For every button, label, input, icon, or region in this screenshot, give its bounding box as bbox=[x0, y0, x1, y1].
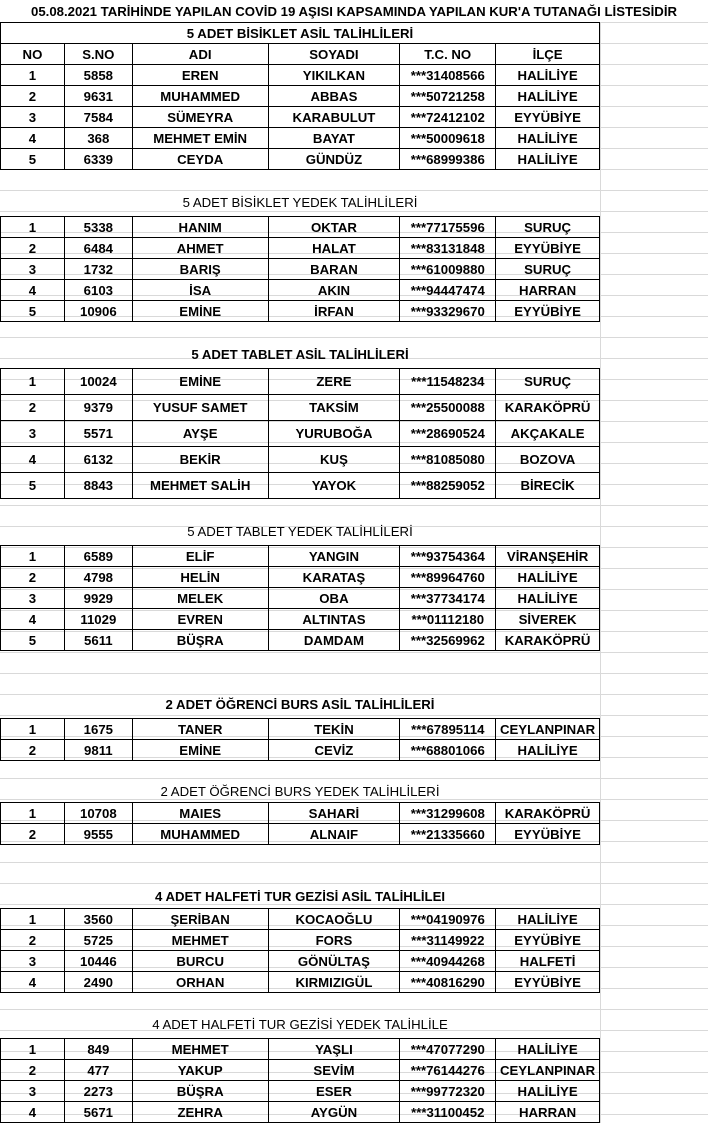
cell-tc-no: ***50009618 bbox=[400, 128, 496, 148]
cell-tc-no: ***68801066 bbox=[400, 740, 496, 760]
cell-district: AKÇAKALE bbox=[496, 421, 600, 446]
cell-no: 1 bbox=[1, 65, 65, 85]
table-row bbox=[1, 546, 600, 567]
cell-no: 4 bbox=[1, 1102, 65, 1122]
table-row bbox=[1, 909, 600, 930]
cell-sno: 4798 bbox=[65, 567, 133, 587]
table-row bbox=[1, 630, 600, 651]
cell-district: SURUÇ bbox=[496, 259, 600, 279]
cell-first-name: ORHAN bbox=[133, 972, 269, 992]
cell-tc-no: ***21335660 bbox=[400, 824, 496, 844]
table-row bbox=[1, 395, 600, 421]
cell-no: 1 bbox=[1, 546, 65, 566]
cell-no: 5 bbox=[1, 149, 65, 169]
cell-first-name: BEKİR bbox=[133, 447, 269, 472]
cell-sno: 7584 bbox=[65, 107, 133, 127]
cell-district: EYYÜBİYE bbox=[496, 972, 600, 992]
table-row bbox=[1, 107, 600, 128]
cell-sno: 3560 bbox=[65, 909, 133, 929]
cell-no: 2 bbox=[1, 740, 65, 760]
table-row bbox=[1, 1060, 600, 1081]
cell-district: KARAKÖPRÜ bbox=[496, 630, 600, 650]
cell-sno: 5725 bbox=[65, 930, 133, 950]
cell-tc-no: ***77175596 bbox=[400, 217, 496, 237]
cell-first-name: TANER bbox=[133, 719, 269, 739]
cell-no: 1 bbox=[1, 369, 65, 394]
cell-tc-no: ***67895114 bbox=[400, 719, 496, 739]
cell-sno: 9631 bbox=[65, 86, 133, 106]
cell-no: 3 bbox=[1, 421, 65, 446]
cell-district: HALİLİYE bbox=[496, 1081, 600, 1101]
cell-tc-no: ***89964760 bbox=[400, 567, 496, 587]
header-first-name: ADI bbox=[133, 44, 269, 64]
cell-no: 1 bbox=[1, 1039, 65, 1059]
cell-tc-no: ***50721258 bbox=[400, 86, 496, 106]
cell-district: HALİLİYE bbox=[496, 588, 600, 608]
header-tc-no: T.C. NO bbox=[400, 44, 496, 64]
cell-district: SURUÇ bbox=[496, 217, 600, 237]
table-row bbox=[1, 447, 600, 473]
table-row bbox=[1, 588, 600, 609]
cell-district: HALİLİYE bbox=[496, 740, 600, 760]
cell-tc-no: ***31100452 bbox=[400, 1102, 496, 1122]
cell-first-name: HANIM bbox=[133, 217, 269, 237]
cell-tc-no: ***68999386 bbox=[400, 149, 496, 169]
cell-sno: 368 bbox=[65, 128, 133, 148]
cell-surname: FORS bbox=[269, 930, 401, 950]
table-row bbox=[1, 280, 600, 301]
section-title: 4 ADET HALFETİ TUR GEZİSİ YEDEK TALİHLİLE bbox=[152, 1017, 448, 1032]
cell-sno: 9929 bbox=[65, 588, 133, 608]
cell-no: 2 bbox=[1, 930, 65, 950]
cell-sno: 5611 bbox=[65, 630, 133, 650]
cell-first-name: MEHMET bbox=[133, 1039, 269, 1059]
cell-first-name: MUHAMMED bbox=[133, 86, 269, 106]
grid-hline bbox=[0, 883, 708, 884]
cell-sno: 6484 bbox=[65, 238, 133, 258]
cell-surname: YURUBOĞA bbox=[269, 421, 401, 446]
cell-sno: 10906 bbox=[65, 301, 133, 321]
cell-no: 3 bbox=[1, 259, 65, 279]
cell-no: 1 bbox=[1, 803, 65, 823]
cell-tc-no: ***31149922 bbox=[400, 930, 496, 950]
cell-first-name: EMİNE bbox=[133, 740, 269, 760]
section-table bbox=[0, 368, 600, 499]
cell-tc-no: ***99772320 bbox=[400, 1081, 496, 1101]
header-no: NO bbox=[1, 44, 65, 64]
cell-first-name: MUHAMMED bbox=[133, 824, 269, 844]
cell-tc-no: ***31408566 bbox=[400, 65, 496, 85]
cell-sno: 11029 bbox=[65, 609, 133, 629]
cell-tc-no: ***61009880 bbox=[400, 259, 496, 279]
grid-hline bbox=[0, 778, 708, 779]
table-row bbox=[1, 567, 600, 588]
table-row bbox=[1, 803, 600, 824]
table-row bbox=[1, 149, 600, 170]
cell-surname: SEVİM bbox=[269, 1060, 401, 1080]
cell-first-name: HELİN bbox=[133, 567, 269, 587]
cell-sno: 5571 bbox=[65, 421, 133, 446]
cell-no: 2 bbox=[1, 567, 65, 587]
cell-sno: 9555 bbox=[65, 824, 133, 844]
cell-district: EYYÜBİYE bbox=[496, 824, 600, 844]
cell-sno: 1675 bbox=[65, 719, 133, 739]
cell-surname: KARABULUT bbox=[269, 107, 401, 127]
section-table bbox=[0, 1038, 600, 1123]
cell-first-name: ELİF bbox=[133, 546, 269, 566]
header-sno: S.NO bbox=[65, 44, 133, 64]
cell-first-name: SÜMEYRA bbox=[133, 107, 269, 127]
cell-surname: TEKİN bbox=[269, 719, 401, 739]
cell-district: BİRECİK bbox=[496, 473, 600, 498]
cell-first-name: MELEK bbox=[133, 588, 269, 608]
section-title: 5 ADET BİSİKLET ASİL TALİHLİLERİ bbox=[0, 22, 600, 43]
cell-no: 4 bbox=[1, 609, 65, 629]
cell-tc-no: ***88259052 bbox=[400, 473, 496, 498]
cell-first-name: EVREN bbox=[133, 609, 269, 629]
table-row bbox=[1, 128, 600, 149]
grid-hline bbox=[0, 190, 708, 191]
table-row bbox=[1, 824, 600, 845]
table-row bbox=[1, 217, 600, 238]
cell-no: 2 bbox=[1, 238, 65, 258]
section-title: 5 ADET BİSİKLET YEDEK TALİHLİLERİ bbox=[182, 195, 418, 210]
table-row bbox=[1, 238, 600, 259]
table-row bbox=[1, 951, 600, 972]
cell-first-name: EREN bbox=[133, 65, 269, 85]
cell-district: KARAKÖPRÜ bbox=[496, 395, 600, 420]
cell-surname: ESER bbox=[269, 1081, 401, 1101]
cell-no: 5 bbox=[1, 473, 65, 498]
cell-tc-no: ***81085080 bbox=[400, 447, 496, 472]
cell-sno: 2490 bbox=[65, 972, 133, 992]
cell-no: 4 bbox=[1, 447, 65, 472]
cell-surname: BARAN bbox=[269, 259, 401, 279]
cell-surname: OBA bbox=[269, 588, 401, 608]
cell-district: HALİLİYE bbox=[496, 909, 600, 929]
cell-tc-no: ***72412102 bbox=[400, 107, 496, 127]
cell-surname: YAŞLI bbox=[269, 1039, 401, 1059]
cell-sno: 9379 bbox=[65, 395, 133, 420]
table-row bbox=[1, 740, 600, 761]
cell-sno: 10446 bbox=[65, 951, 133, 971]
cell-surname: HALAT bbox=[269, 238, 401, 258]
cell-sno: 9811 bbox=[65, 740, 133, 760]
section-title: 5 ADET TABLET YEDEK TALİHLİLERİ bbox=[187, 524, 413, 539]
cell-no: 3 bbox=[1, 951, 65, 971]
cell-first-name: BÜŞRA bbox=[133, 630, 269, 650]
cell-tc-no: ***93329670 bbox=[400, 301, 496, 321]
cell-sno: 2273 bbox=[65, 1081, 133, 1101]
cell-district: SURUÇ bbox=[496, 369, 600, 394]
table-row bbox=[1, 65, 600, 86]
cell-tc-no: ***25500088 bbox=[400, 395, 496, 420]
cell-tc-no: ***01112180 bbox=[400, 609, 496, 629]
table-row bbox=[1, 609, 600, 630]
table-row bbox=[1, 972, 600, 993]
cell-district: HALİLİYE bbox=[496, 86, 600, 106]
table-row bbox=[1, 421, 600, 447]
cell-no: 3 bbox=[1, 1081, 65, 1101]
cell-district: EYYÜBİYE bbox=[496, 930, 600, 950]
section-table bbox=[0, 216, 600, 322]
cell-surname: ZERE bbox=[269, 369, 401, 394]
section-title: 2 ADET ÖĞRENCİ BURS ASİL TALİHLİLERİ bbox=[165, 697, 435, 712]
cell-no: 1 bbox=[1, 217, 65, 237]
cell-surname: ALTINTAS bbox=[269, 609, 401, 629]
section-table bbox=[0, 545, 600, 651]
cell-surname: ALNAIF bbox=[269, 824, 401, 844]
cell-district: HARRAN bbox=[496, 1102, 600, 1122]
cell-surname: GÜNDÜZ bbox=[269, 149, 401, 169]
cell-surname: KARATAŞ bbox=[269, 567, 401, 587]
section-table bbox=[0, 43, 600, 170]
section-title: 2 ADET ÖĞRENCİ BURS YEDEK TALİHLİLERİ bbox=[160, 784, 440, 799]
cell-district: HALİLİYE bbox=[496, 65, 600, 85]
cell-first-name: AHMET bbox=[133, 238, 269, 258]
cell-first-name: BÜŞRA bbox=[133, 1081, 269, 1101]
cell-tc-no: ***40816290 bbox=[400, 972, 496, 992]
cell-first-name: ZEHRA bbox=[133, 1102, 269, 1122]
cell-district: EYYÜBİYE bbox=[496, 301, 600, 321]
cell-first-name: ŞERİBAN bbox=[133, 909, 269, 929]
table-row bbox=[1, 1081, 600, 1102]
cell-sno: 6589 bbox=[65, 546, 133, 566]
cell-first-name: İSA bbox=[133, 280, 269, 300]
cell-first-name: YAKUP bbox=[133, 1060, 269, 1080]
cell-surname: SAHARİ bbox=[269, 803, 401, 823]
table-row bbox=[1, 719, 600, 740]
section-table bbox=[0, 802, 600, 845]
cell-district: HALİLİYE bbox=[496, 149, 600, 169]
section-table bbox=[0, 908, 600, 993]
cell-sno: 6339 bbox=[65, 149, 133, 169]
cell-no: 5 bbox=[1, 301, 65, 321]
table-row bbox=[1, 369, 600, 395]
cell-district: HALİLİYE bbox=[496, 567, 600, 587]
cell-district: SİVEREK bbox=[496, 609, 600, 629]
cell-first-name: EMİNE bbox=[133, 369, 269, 394]
cell-surname: YIKILKAN bbox=[269, 65, 401, 85]
cell-no: 5 bbox=[1, 630, 65, 650]
table-row bbox=[1, 930, 600, 951]
cell-sno: 1732 bbox=[65, 259, 133, 279]
cell-surname: OKTAR bbox=[269, 217, 401, 237]
cell-sno: 8843 bbox=[65, 473, 133, 498]
header-surname: SOYADI bbox=[269, 44, 401, 64]
grid-hline bbox=[0, 673, 708, 674]
section-title: 4 ADET HALFETİ TUR GEZİSİ ASİL TALİHLİLEI bbox=[154, 889, 446, 904]
cell-sno: 10024 bbox=[65, 369, 133, 394]
grid-hline bbox=[0, 337, 708, 338]
cell-first-name: MAIES bbox=[133, 803, 269, 823]
cell-tc-no: ***28690524 bbox=[400, 421, 496, 446]
document-title: 05.08.2021 TARİHİNDE YAPILAN COVİD 19 AŞISI KAPSAMINDA YAPILAN KUR'A TUTANAĞI LİSTESİDİR bbox=[0, 0, 708, 23]
cell-surname: KOCAOĞLU bbox=[269, 909, 401, 929]
cell-no: 2 bbox=[1, 395, 65, 420]
cell-sno: 849 bbox=[65, 1039, 133, 1059]
cell-first-name: BURCU bbox=[133, 951, 269, 971]
table-row bbox=[1, 259, 600, 280]
cell-district: HALFETİ bbox=[496, 951, 600, 971]
cell-no: 3 bbox=[1, 107, 65, 127]
cell-first-name: MEHMET bbox=[133, 930, 269, 950]
table-row bbox=[1, 473, 600, 499]
cell-no: 4 bbox=[1, 280, 65, 300]
cell-sno: 5858 bbox=[65, 65, 133, 85]
cell-first-name: YUSUF SAMET bbox=[133, 395, 269, 420]
header-district: İLÇE bbox=[496, 44, 600, 64]
table-row bbox=[1, 301, 600, 322]
cell-district: BOZOVA bbox=[496, 447, 600, 472]
grid-hline bbox=[0, 505, 708, 506]
cell-tc-no: ***47077290 bbox=[400, 1039, 496, 1059]
cell-surname: TAKSİM bbox=[269, 395, 401, 420]
cell-sno: 6103 bbox=[65, 280, 133, 300]
cell-surname: KIRMIZIGÜL bbox=[269, 972, 401, 992]
cell-district: KARAKÖPRÜ bbox=[496, 803, 600, 823]
cell-surname: GÖNÜLTAŞ bbox=[269, 951, 401, 971]
cell-district: HARRAN bbox=[496, 280, 600, 300]
cell-surname: KUŞ bbox=[269, 447, 401, 472]
cell-sno: 6132 bbox=[65, 447, 133, 472]
cell-no: 2 bbox=[1, 86, 65, 106]
cell-surname: BAYAT bbox=[269, 128, 401, 148]
cell-district: HALİLİYE bbox=[496, 1039, 600, 1059]
cell-first-name: MEHMET EMİN bbox=[133, 128, 269, 148]
cell-district: VİRANŞEHİR bbox=[496, 546, 600, 566]
section-title: 5 ADET TABLET ASİL TALİHLİLERİ bbox=[191, 347, 409, 362]
cell-first-name: EMİNE bbox=[133, 301, 269, 321]
grid-hline bbox=[0, 1009, 708, 1010]
cell-tc-no: ***76144276 bbox=[400, 1060, 496, 1080]
cell-tc-no: ***93754364 bbox=[400, 546, 496, 566]
cell-tc-no: ***40944268 bbox=[400, 951, 496, 971]
table-row bbox=[1, 86, 600, 107]
cell-sno: 5671 bbox=[65, 1102, 133, 1122]
cell-first-name: BARIŞ bbox=[133, 259, 269, 279]
cell-district: CEYLANPINAR bbox=[496, 719, 600, 739]
cell-surname: AKIN bbox=[269, 280, 401, 300]
cell-first-name: MEHMET SALİH bbox=[133, 473, 269, 498]
cell-no: 1 bbox=[1, 719, 65, 739]
cell-no: 4 bbox=[1, 972, 65, 992]
table-row bbox=[1, 1039, 600, 1060]
cell-tc-no: ***37734174 bbox=[400, 588, 496, 608]
cell-surname: CEVİZ bbox=[269, 740, 401, 760]
cell-tc-no: ***32569962 bbox=[400, 630, 496, 650]
cell-no: 1 bbox=[1, 909, 65, 929]
cell-first-name: CEYDA bbox=[133, 149, 269, 169]
grid-vline bbox=[600, 22, 601, 1123]
cell-first-name: AYŞE bbox=[133, 421, 269, 446]
cell-tc-no: ***11548234 bbox=[400, 369, 496, 394]
grid-hline bbox=[0, 652, 708, 653]
cell-surname: AYGÜN bbox=[269, 1102, 401, 1122]
cell-sno: 10708 bbox=[65, 803, 133, 823]
cell-surname: DAMDAM bbox=[269, 630, 401, 650]
section-table bbox=[0, 718, 600, 761]
cell-surname: İRFAN bbox=[269, 301, 401, 321]
cell-district: HALİLİYE bbox=[496, 128, 600, 148]
table-row bbox=[1, 1102, 600, 1123]
cell-sno: 477 bbox=[65, 1060, 133, 1080]
cell-tc-no: ***04190976 bbox=[400, 909, 496, 929]
cell-surname: YANGIN bbox=[269, 546, 401, 566]
cell-district: CEYLANPINAR bbox=[496, 1060, 600, 1080]
cell-surname: ABBAS bbox=[269, 86, 401, 106]
cell-tc-no: ***83131848 bbox=[400, 238, 496, 258]
table-header-row bbox=[1, 44, 600, 65]
cell-no: 2 bbox=[1, 824, 65, 844]
cell-tc-no: ***94447474 bbox=[400, 280, 496, 300]
grid-hline bbox=[0, 862, 708, 863]
cell-district: EYYÜBİYE bbox=[496, 107, 600, 127]
cell-no: 4 bbox=[1, 128, 65, 148]
cell-no: 2 bbox=[1, 1060, 65, 1080]
cell-sno: 5338 bbox=[65, 217, 133, 237]
cell-district: EYYÜBİYE bbox=[496, 238, 600, 258]
cell-tc-no: ***31299608 bbox=[400, 803, 496, 823]
cell-surname: YAYOK bbox=[269, 473, 401, 498]
cell-no: 3 bbox=[1, 588, 65, 608]
